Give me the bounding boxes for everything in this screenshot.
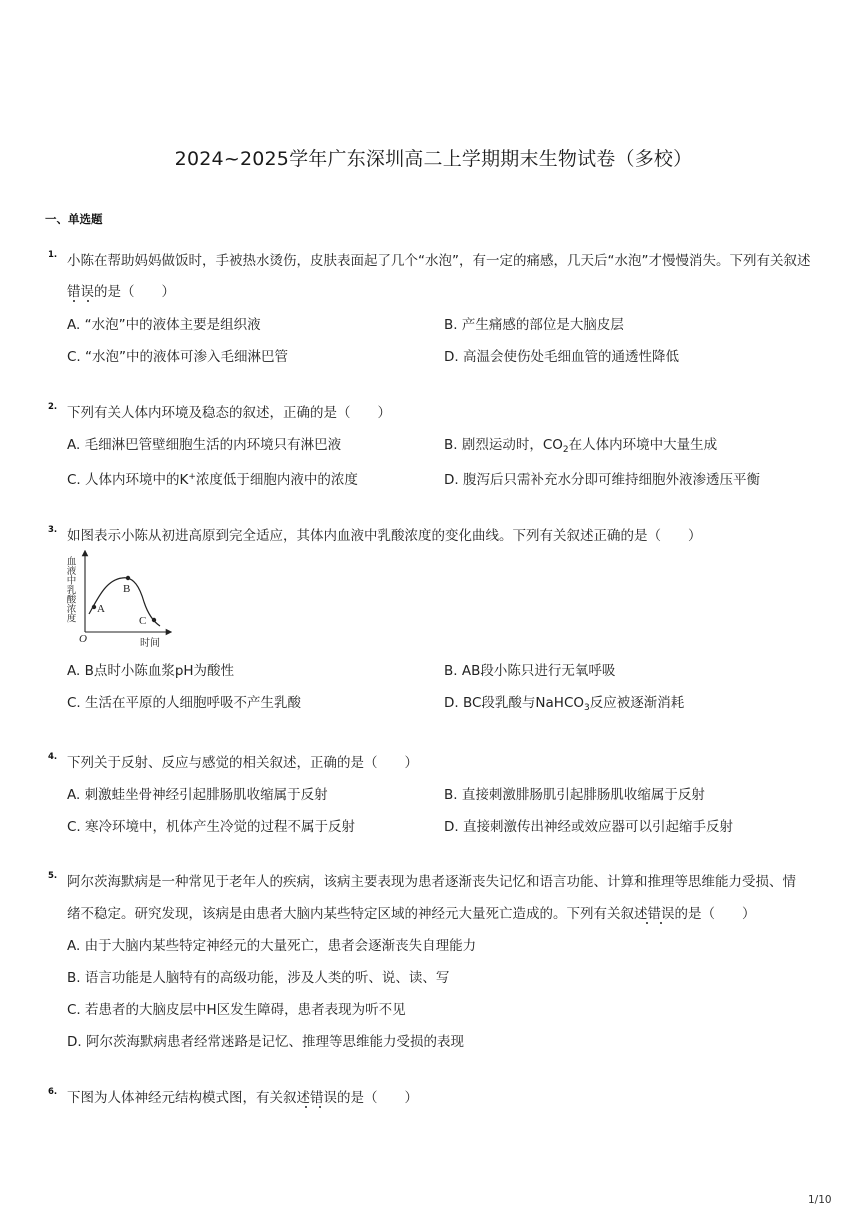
- lactate-curve-figure: [62, 550, 172, 650]
- question-stem-line: 小陈在帮助妈妈做饭时，手被热水烫伤，皮肤表面起了几个“水泡”，有一定的痛感，几天后“水泡”才慢慢消失。下列有关叙述: [67, 253, 811, 269]
- emphasis-dot: [87, 300, 89, 302]
- page-number: 1/10: [808, 1194, 832, 1206]
- option-a: A. 由于大脑内某些特定神经元的大量死亡，患者会逐渐丧失自理能力: [67, 938, 477, 954]
- origin-label: O: [79, 633, 87, 645]
- option-c: C. 生活在平原的人细胞呼吸不产生乳酸: [67, 695, 302, 711]
- superscript: +: [188, 472, 196, 482]
- point-c-marker: [152, 618, 156, 622]
- question-number: 3.: [48, 525, 58, 535]
- emphasis-dot: [319, 1106, 321, 1108]
- question-number: 1.: [48, 250, 58, 260]
- option-d: D. 腹泻后只需补充水分即可维持细胞外液渗透压平衡: [444, 472, 760, 488]
- question-stem-line: 下列关于反射、反应与感觉的相关叙述，正确的是（ ）: [67, 755, 418, 771]
- emphasis-dot: [660, 922, 662, 924]
- option-c: C. 寒冷环境中，机体产生冷觉的过程不属于反射: [67, 819, 356, 835]
- option-text: B. 剧烈运动时，CO: [444, 437, 563, 453]
- option-b: B. 语言功能是人脑特有的高级功能，涉及人类的听、说、读、写: [67, 970, 450, 986]
- option-c: [67, 468, 358, 488]
- question-stem-line: 下图为人体神经元结构模式图，有关叙述错误的是（ ）: [67, 1090, 418, 1106]
- question-number: 4.: [48, 752, 58, 762]
- y-axis-label: 血液中乳酸浓度: [64, 556, 76, 623]
- option-b: [444, 433, 717, 453]
- question-number: 6.: [48, 1087, 58, 1097]
- option-a: A. 毛细淋巴管壁细胞生活的内环境只有淋巴液: [67, 437, 342, 453]
- option-c: C. “水泡”中的液体可渗入毛细淋巴管: [67, 349, 288, 365]
- option-text: D. BC段乳酸与NaHCO: [444, 695, 585, 711]
- question-stem-line: 如图表示小陈从初进高原到完全适应，其体内血液中乳酸浓度的变化曲线。下列有关叙述正确的是（ ）: [67, 528, 702, 544]
- emphasis-dot: [73, 300, 75, 302]
- option-d: D. 高温会使伤处毛细血管的通透性降低: [444, 349, 679, 365]
- subscript: 2: [562, 445, 569, 455]
- option-d: D. 直接刺激传出神经或效应器可以引起缩手反射: [444, 819, 733, 835]
- question-stem-line: 绪不稳定。研究发现，该病是由患者大脑内某些特定区域的神经元大量死亡造成的。下列有关叙述错误的是（ ）: [67, 906, 756, 922]
- option-a: A. “水泡”中的液体主要是组织液: [67, 317, 261, 333]
- option-c: C. 若患者的大脑皮层中H区发生障碍，患者表现为听不见: [67, 1002, 406, 1018]
- option-b: B. 产生痛感的部位是大脑皮层: [444, 317, 624, 333]
- section-heading: 一、单选题: [45, 212, 103, 226]
- option-b: B. 直接刺激腓肠肌引起腓肠肌收缩属于反射: [444, 787, 705, 803]
- option-d: [444, 691, 684, 711]
- option-text: 浓度低于细胞内液中的浓度: [195, 472, 358, 488]
- option-b: B. AB段小陈只进行无氧呼吸: [444, 663, 616, 679]
- question-stem-line: 阿尔茨海默病是一种常见于老年人的疾病，该病主要表现为患者逐渐丧失记忆和语言功能、计算和推理等思维能力受损、情: [67, 874, 796, 890]
- point-a-label: A: [97, 603, 105, 615]
- point-b-marker: [126, 576, 130, 580]
- figure-svg: [62, 550, 172, 650]
- option-text: 在人体内环境中大量生成: [568, 437, 718, 453]
- point-b-label: B: [123, 583, 131, 595]
- option-text: 反应被逐渐消耗: [589, 695, 685, 711]
- subscript: 3: [584, 703, 590, 713]
- emphasis-dot: [305, 1106, 307, 1108]
- point-a-marker: [92, 605, 96, 609]
- option-a: A. 刺激蛙坐骨神经引起腓肠肌收缩属于反射: [67, 787, 328, 803]
- question-number: 5.: [48, 871, 58, 881]
- emphasis-dot: [646, 922, 648, 924]
- point-c-label: C: [139, 615, 147, 627]
- option-text: C. 人体内环境中的K: [67, 472, 189, 488]
- question-stem-line: 下列有关人体内环境及稳态的叙述，正确的是（ ）: [67, 405, 391, 421]
- page-title: 2024~2025学年广东深圳高二上学期期末生物试卷（多校）: [174, 148, 693, 170]
- option-d: D. 阿尔茨海默病患者经常迷路是记忆、推理等思维能力受损的表现: [67, 1034, 464, 1050]
- option-a: A. B点时小陈血浆pH为酸性: [67, 663, 235, 679]
- x-axis-label: 时间: [140, 638, 160, 649]
- question-stem-line: 错误的是（ ）: [67, 284, 175, 300]
- question-number: 2.: [48, 402, 58, 412]
